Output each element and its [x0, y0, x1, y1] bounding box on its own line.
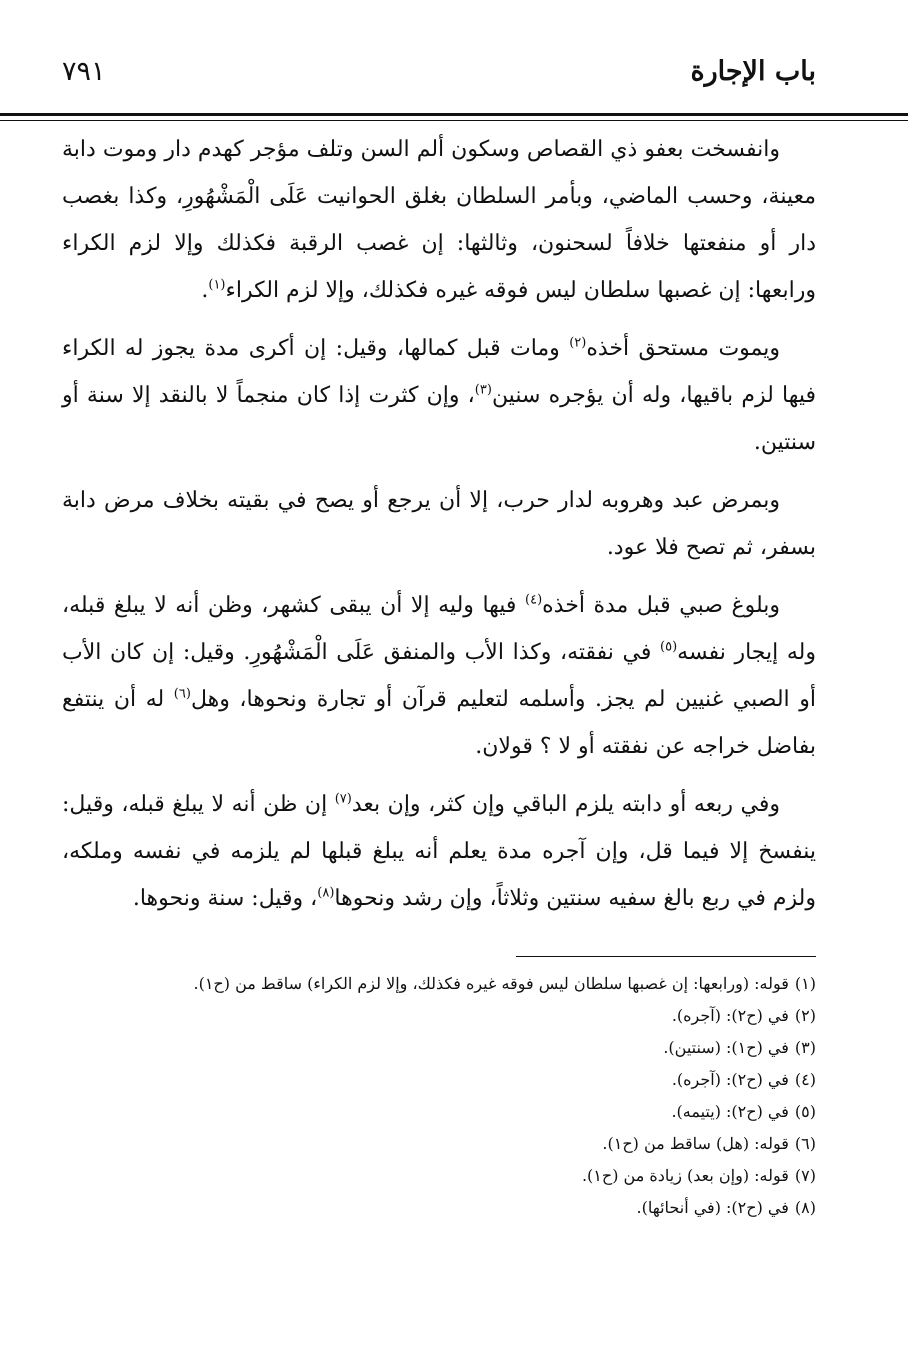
paragraph-text: فيها وليه إلا أن يبقى كشهر، وظن أنه لا يبلغ قبله، وله إيجار نفسه [62, 593, 817, 665]
footnote-text: في (ح٢): (آجره). [671, 1006, 789, 1025]
footnote-marker: (٣) [474, 382, 492, 398]
footnote-marker: (٦) [173, 686, 191, 702]
footnote-number: (٤) [794, 1070, 816, 1089]
paragraph [62, 477, 816, 571]
footnote-text: قوله: (هل) ساقط من (ح١). [602, 1134, 789, 1153]
footnote-separator [516, 956, 816, 957]
paragraph [62, 582, 816, 770]
footnote [62, 1096, 816, 1128]
page-number: ٧٩١ [62, 56, 106, 87]
page-header [62, 0, 816, 100]
paragraph-text: وبمرض عبد وهروبه لدار حرب، إلا أن يرجع أو يصح في بقيته بخلاف مرض دابة بسفر، ثم تصح فلا عود. [62, 488, 816, 560]
footnote-marker: (٨) [317, 885, 335, 901]
paragraph-text: وفي ربعه أو دابته يلزم الباقي وإن كثر، وإن بعد [351, 792, 781, 817]
header-rule-thin [0, 120, 908, 121]
paragraph [62, 126, 816, 314]
paragraph-text: ، وقيل: سنة ونحوها. [132, 886, 318, 911]
footnote-marker: (٢) [569, 335, 587, 351]
paragraph-text: له أن ينتفع بفاضل خراجه عن نفقته أو لا ؟ قولان. [62, 687, 816, 759]
footnote [62, 1064, 816, 1096]
footnotes [62, 968, 816, 1224]
footnote [62, 1032, 816, 1064]
footnote [62, 1128, 816, 1160]
paragraph-text: في نفقته، وكذا الأب والمنفق عَلَى الْمَشْهُورِ. وقيل: إن كان الأب أو الصبي غنيين لم يجز. وأسلمه لتعليم قرآن أو تجارة ونحوها، وهل [62, 640, 816, 712]
footnote-marker: (٤) [525, 592, 543, 608]
paragraph [62, 325, 816, 466]
footnote [62, 968, 816, 1000]
footnote-marker: (٥) [660, 639, 678, 655]
paragraph [62, 781, 816, 922]
footnote-number: (٥) [794, 1102, 816, 1121]
footnote [62, 1160, 816, 1192]
running-title: باب الإجارة [690, 56, 816, 87]
paragraph-text: ويموت مستحق أخذه [586, 336, 780, 361]
main-text [62, 126, 816, 933]
header-rule-thick [0, 113, 908, 116]
paragraph-text: . [201, 278, 209, 303]
footnote-text: في (ح٢): (آجره). [671, 1070, 789, 1089]
paragraph-text: ومات قبل كمالها، وقيل: إن أكرى مدة يجوز له الكراء فيها لزم باقيها، وله أن يؤجره سنين [62, 336, 816, 408]
footnote-marker: (٧) [334, 791, 352, 807]
footnote-text: في (ح٢): (في أنحائها). [636, 1198, 789, 1217]
paragraph-text: وبلوغ صبي قبل مدة أخذه [542, 593, 780, 618]
footnote-number: (٨) [794, 1198, 816, 1217]
footnote-text: قوله: (ورابعها: إن غصبها سلطان ليس فوقه غيره فكذلك، وإلا لزم الكراء) ساقط من (ح١). [193, 974, 789, 993]
footnote-number: (٣) [794, 1038, 816, 1057]
footnote [62, 1000, 816, 1032]
footnote-text: في (ح٢): (يتيمه). [671, 1102, 789, 1121]
footnote-marker: (١) [208, 277, 226, 293]
footnote-text: قوله: (وإن بعد) زيادة من (ح١). [581, 1166, 789, 1185]
footnote-number: (٢) [794, 1006, 816, 1025]
footnote-number: (١) [794, 974, 816, 993]
paragraph-text: وانفسخت بعفو ذي القصاص وسكون ألم السن وتلف مؤجر كهدم دار وموت دابة معينة، وحسب الماضي، وبأمر السلطان بغلق الحوانيت عَلَى الْمَشْهُورِ، وكذا بغصب دار أو منفعتها خلافاً لسحنون، وثالثها: إن غصب الرقبة فكذلك وإلا لزم الكراء ورابعها: إن غصبها سلطان ليس فوقه غيره فكذلك، وإلا لزم الكراء [62, 137, 816, 303]
footnote [62, 1192, 816, 1224]
footnote-number: (٧) [794, 1166, 816, 1185]
paragraph-text: ، وإن كثرت إذا كان منجماً لا بالنقد إلا سنة أو سنتين. [62, 383, 816, 455]
footnote-number: (٦) [794, 1134, 816, 1153]
paragraph-text: إن ظن أنه لا يبلغ قبله، وقيل: ينفسخ إلا فيما قل، وإن آجره مدة يعلم أنه يبلغ قبلها لم يلزمه في نفسه وملكه، ولزم في ربع بالغ سفيه سنتين وثلاثاً، وإن رشد ونحوها [62, 792, 816, 911]
footnote-text: في (ح١): (سنتين). [663, 1038, 789, 1057]
